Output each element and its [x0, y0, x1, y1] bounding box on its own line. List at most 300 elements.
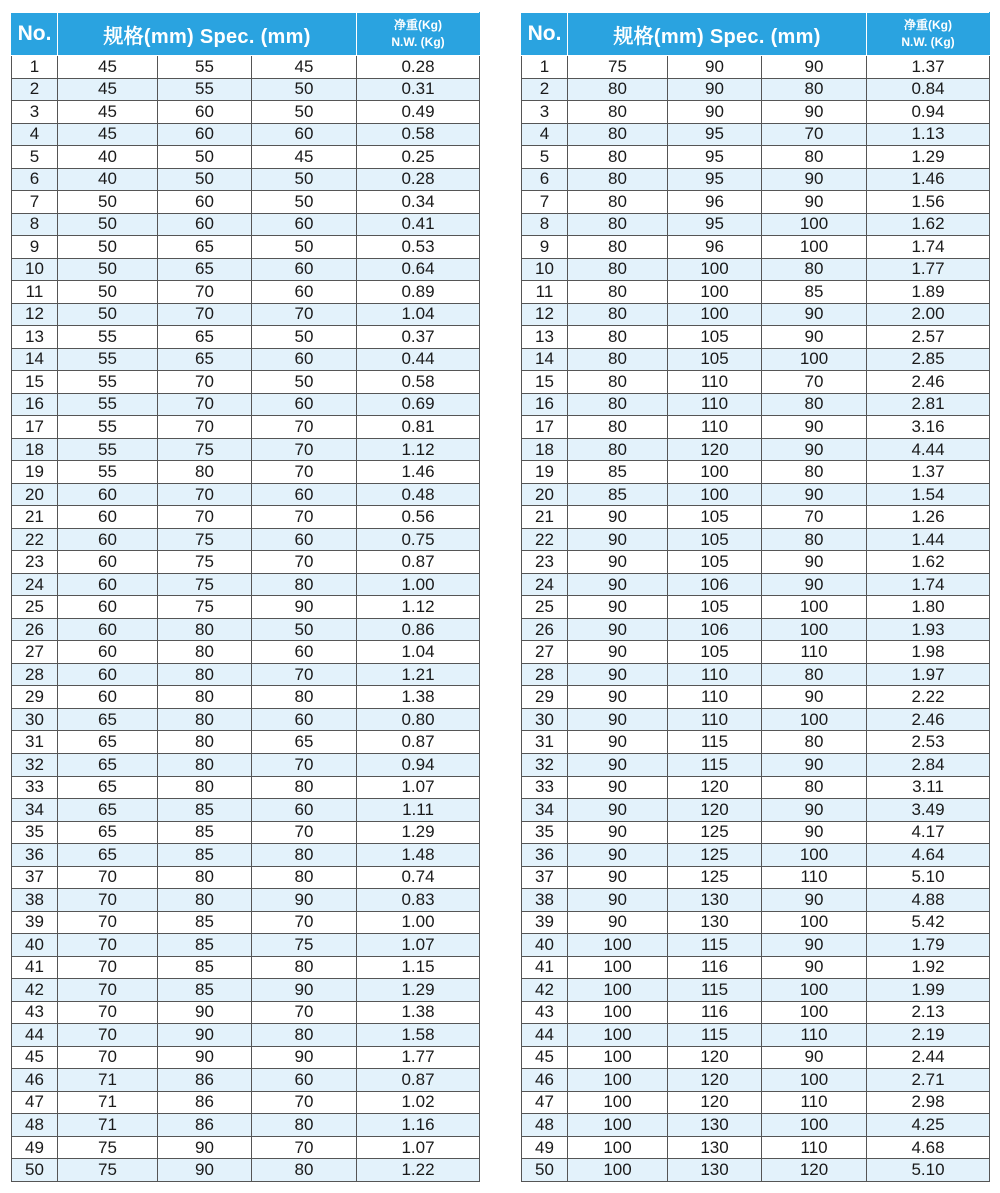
cell-no: 8 — [12, 213, 58, 236]
table-row — [522, 641, 990, 664]
cell-spec-1: 75 — [58, 1136, 158, 1159]
cell-spec-1: 70 — [58, 1046, 158, 1069]
cell-net-weight: 0.28 — [357, 168, 480, 191]
table-row — [522, 663, 990, 686]
cell-spec-3: 90 — [762, 1046, 867, 1069]
cell-no: 21 — [12, 506, 58, 529]
table-row — [12, 596, 480, 619]
cell-spec-1: 100 — [568, 1114, 668, 1137]
cell-no: 36 — [522, 844, 568, 867]
cell-no: 35 — [12, 821, 58, 844]
cell-no: 32 — [522, 753, 568, 776]
cell-net-weight: 2.00 — [867, 303, 990, 326]
cell-no: 26 — [12, 618, 58, 641]
cell-no: 26 — [522, 618, 568, 641]
cell-spec-3: 50 — [252, 371, 357, 394]
cell-spec-3: 80 — [252, 686, 357, 709]
cell-spec-3: 90 — [762, 821, 867, 844]
cell-spec-1: 100 — [568, 956, 668, 979]
table-row — [12, 528, 480, 551]
header-net-weight-cn: 净重(Kg) — [394, 18, 442, 32]
cell-spec-1: 65 — [58, 776, 158, 799]
cell-net-weight: 1.38 — [357, 1001, 480, 1024]
table-row — [522, 483, 990, 506]
cell-spec-3: 60 — [252, 641, 357, 664]
cell-spec-2: 110 — [668, 393, 762, 416]
cell-spec-3: 60 — [252, 213, 357, 236]
cell-spec-3: 90 — [762, 753, 867, 776]
cell-spec-2: 75 — [158, 438, 252, 461]
cell-spec-2: 120 — [668, 1069, 762, 1092]
cell-net-weight: 0.53 — [357, 236, 480, 259]
cell-spec-3: 80 — [252, 956, 357, 979]
cell-net-weight: 2.46 — [867, 708, 990, 731]
cell-spec-3: 80 — [252, 844, 357, 867]
cell-spec-2: 70 — [158, 483, 252, 506]
cell-no: 47 — [522, 1091, 568, 1114]
cell-spec-1: 90 — [568, 844, 668, 867]
cell-spec-2: 120 — [668, 776, 762, 799]
table-row — [12, 236, 480, 259]
cell-spec-2: 120 — [668, 1046, 762, 1069]
cell-spec-1: 50 — [58, 258, 158, 281]
cell-spec-2: 110 — [668, 663, 762, 686]
cell-no: 17 — [522, 416, 568, 439]
cell-spec-1: 90 — [568, 506, 668, 529]
cell-spec-1: 71 — [58, 1091, 158, 1114]
cell-spec-2: 70 — [158, 506, 252, 529]
cell-spec-3: 60 — [252, 708, 357, 731]
cell-no: 14 — [12, 348, 58, 371]
cell-spec-1: 60 — [58, 573, 158, 596]
table-row — [522, 1091, 990, 1114]
cell-spec-2: 120 — [668, 438, 762, 461]
cell-spec-3: 50 — [252, 618, 357, 641]
cell-no: 1 — [12, 56, 58, 79]
cell-spec-2: 105 — [668, 506, 762, 529]
cell-no: 49 — [12, 1136, 58, 1159]
cell-spec-1: 80 — [568, 101, 668, 124]
cell-no: 2 — [522, 78, 568, 101]
cell-spec-1: 100 — [568, 979, 668, 1002]
cell-spec-2: 70 — [158, 393, 252, 416]
cell-spec-1: 75 — [568, 56, 668, 79]
cell-net-weight: 1.37 — [867, 461, 990, 484]
cell-spec-1: 55 — [58, 348, 158, 371]
table-row — [522, 821, 990, 844]
table-row — [522, 281, 990, 304]
cell-spec-2: 105 — [668, 596, 762, 619]
cell-spec-1: 80 — [568, 258, 668, 281]
cell-net-weight: 1.77 — [357, 1046, 480, 1069]
cell-no: 27 — [12, 641, 58, 664]
cell-net-weight: 1.16 — [357, 1114, 480, 1137]
cell-spec-3: 70 — [252, 911, 357, 934]
cell-spec-2: 60 — [158, 191, 252, 214]
cell-spec-3: 70 — [252, 663, 357, 686]
cell-spec-2: 116 — [668, 1001, 762, 1024]
spec-table-left — [11, 12, 480, 1182]
cell-spec-1: 100 — [568, 1069, 668, 1092]
table-row — [522, 393, 990, 416]
header-spec: 规格(mm) Spec. (mm) — [58, 13, 357, 56]
cell-spec-3: 90 — [762, 551, 867, 574]
cell-net-weight: 1.07 — [357, 776, 480, 799]
cell-spec-2: 106 — [668, 618, 762, 641]
table-row — [522, 1001, 990, 1024]
cell-spec-1: 100 — [568, 1136, 668, 1159]
cell-no: 9 — [12, 236, 58, 259]
cell-net-weight: 1.07 — [357, 1136, 480, 1159]
table-row — [522, 1114, 990, 1137]
cell-net-weight: 2.53 — [867, 731, 990, 754]
header-spec: 规格(mm) Spec. (mm) — [568, 13, 867, 56]
cell-spec-2: 86 — [158, 1069, 252, 1092]
cell-spec-1: 75 — [58, 1159, 158, 1182]
cell-spec-1: 90 — [568, 821, 668, 844]
cell-spec-2: 80 — [158, 731, 252, 754]
cell-spec-2: 86 — [158, 1091, 252, 1114]
cell-spec-2: 60 — [158, 101, 252, 124]
cell-spec-3: 70 — [252, 506, 357, 529]
cell-spec-1: 65 — [58, 753, 158, 776]
table-row — [522, 371, 990, 394]
table-row — [522, 889, 990, 912]
cell-spec-1: 70 — [58, 979, 158, 1002]
table-row — [522, 618, 990, 641]
cell-net-weight: 1.15 — [357, 956, 480, 979]
cell-net-weight: 4.25 — [867, 1114, 990, 1137]
table-row — [522, 551, 990, 574]
cell-spec-3: 80 — [252, 1024, 357, 1047]
cell-spec-3: 100 — [762, 844, 867, 867]
cell-spec-3: 70 — [252, 821, 357, 844]
cell-spec-2: 100 — [668, 461, 762, 484]
cell-spec-1: 90 — [568, 573, 668, 596]
cell-spec-1: 80 — [568, 326, 668, 349]
cell-net-weight: 1.99 — [867, 979, 990, 1002]
cell-spec-1: 55 — [58, 371, 158, 394]
table-row — [12, 934, 480, 957]
cell-net-weight: 2.98 — [867, 1091, 990, 1114]
table-row — [522, 236, 990, 259]
cell-spec-3: 90 — [762, 686, 867, 709]
cell-spec-3: 70 — [252, 1001, 357, 1024]
cell-no: 23 — [522, 551, 568, 574]
cell-spec-3: 90 — [762, 303, 867, 326]
cell-net-weight: 1.54 — [867, 483, 990, 506]
cell-no: 16 — [12, 393, 58, 416]
cell-spec-2: 85 — [158, 821, 252, 844]
table-row — [12, 393, 480, 416]
cell-net-weight: 1.48 — [357, 844, 480, 867]
table-row — [12, 348, 480, 371]
table-row — [12, 686, 480, 709]
cell-spec-1: 85 — [568, 461, 668, 484]
cell-no: 44 — [12, 1024, 58, 1047]
cell-spec-3: 70 — [762, 371, 867, 394]
table-row — [522, 731, 990, 754]
cell-spec-3: 100 — [762, 1069, 867, 1092]
cell-spec-3: 100 — [762, 236, 867, 259]
cell-spec-3: 80 — [252, 776, 357, 799]
cell-spec-3: 90 — [252, 889, 357, 912]
cell-spec-3: 80 — [762, 663, 867, 686]
cell-spec-2: 120 — [668, 799, 762, 822]
cell-spec-3: 100 — [762, 1001, 867, 1024]
cell-no: 13 — [522, 326, 568, 349]
cell-spec-1: 100 — [568, 1024, 668, 1047]
cell-spec-3: 80 — [252, 573, 357, 596]
cell-net-weight: 5.10 — [867, 1159, 990, 1182]
cell-spec-2: 100 — [668, 483, 762, 506]
cell-spec-1: 45 — [58, 78, 158, 101]
cell-spec-1: 90 — [568, 866, 668, 889]
cell-spec-1: 45 — [58, 101, 158, 124]
cell-net-weight: 1.12 — [357, 596, 480, 619]
cell-net-weight: 0.58 — [357, 123, 480, 146]
cell-spec-1: 40 — [58, 168, 158, 191]
cell-spec-3: 90 — [762, 438, 867, 461]
cell-no: 38 — [522, 889, 568, 912]
cell-spec-3: 80 — [252, 1114, 357, 1137]
cell-spec-3: 100 — [762, 979, 867, 1002]
cell-spec-3: 60 — [252, 348, 357, 371]
table-row — [522, 573, 990, 596]
cell-spec-1: 100 — [568, 1159, 668, 1182]
table-row — [522, 506, 990, 529]
cell-no: 6 — [522, 168, 568, 191]
cell-spec-2: 85 — [158, 934, 252, 957]
cell-spec-3: 90 — [762, 799, 867, 822]
cell-no: 10 — [12, 258, 58, 281]
table-row — [522, 1136, 990, 1159]
cell-no: 1 — [522, 56, 568, 79]
cell-net-weight: 2.81 — [867, 393, 990, 416]
table-row — [522, 303, 990, 326]
cell-net-weight: 0.41 — [357, 213, 480, 236]
cell-net-weight: 0.74 — [357, 866, 480, 889]
cell-net-weight: 3.49 — [867, 799, 990, 822]
cell-spec-2: 65 — [158, 236, 252, 259]
cell-spec-1: 80 — [568, 348, 668, 371]
cell-spec-2: 50 — [158, 168, 252, 191]
cell-net-weight: 0.58 — [357, 371, 480, 394]
cell-spec-2: 90 — [158, 1024, 252, 1047]
cell-spec-2: 110 — [668, 416, 762, 439]
cell-no: 25 — [522, 596, 568, 619]
cell-spec-1: 90 — [568, 708, 668, 731]
cell-net-weight: 0.28 — [357, 56, 480, 79]
cell-spec-1: 90 — [568, 731, 668, 754]
cell-spec-1: 65 — [58, 821, 158, 844]
table-row — [12, 146, 480, 169]
cell-spec-1: 80 — [568, 281, 668, 304]
cell-net-weight: 1.46 — [357, 461, 480, 484]
cell-spec-3: 90 — [252, 596, 357, 619]
cell-spec-2: 80 — [158, 618, 252, 641]
cell-no: 12 — [12, 303, 58, 326]
cell-spec-2: 96 — [668, 236, 762, 259]
table-row — [12, 776, 480, 799]
cell-no: 18 — [12, 438, 58, 461]
cell-spec-2: 130 — [668, 911, 762, 934]
cell-spec-3: 100 — [762, 708, 867, 731]
cell-spec-2: 125 — [668, 866, 762, 889]
cell-spec-1: 50 — [58, 213, 158, 236]
cell-no: 46 — [12, 1069, 58, 1092]
cell-spec-2: 75 — [158, 551, 252, 574]
cell-net-weight: 1.29 — [357, 821, 480, 844]
cell-net-weight: 0.37 — [357, 326, 480, 349]
cell-spec-1: 70 — [58, 1024, 158, 1047]
cell-net-weight: 5.42 — [867, 911, 990, 934]
cell-net-weight: 4.44 — [867, 438, 990, 461]
table-row — [522, 213, 990, 236]
table-row — [522, 956, 990, 979]
cell-spec-1: 90 — [568, 641, 668, 664]
cell-spec-2: 105 — [668, 641, 762, 664]
table-row — [522, 168, 990, 191]
cell-net-weight: 1.46 — [867, 168, 990, 191]
cell-spec-2: 90 — [158, 1046, 252, 1069]
cell-spec-2: 80 — [158, 889, 252, 912]
cell-spec-2: 110 — [668, 686, 762, 709]
cell-no: 33 — [522, 776, 568, 799]
cell-net-weight: 2.85 — [867, 348, 990, 371]
header-net-weight-en: N.W. (Kg) — [901, 35, 955, 49]
table-row — [12, 1069, 480, 1092]
cell-net-weight: 1.04 — [357, 641, 480, 664]
table-row — [12, 821, 480, 844]
table-row — [522, 78, 990, 101]
cell-spec-1: 55 — [58, 461, 158, 484]
cell-spec-3: 80 — [762, 146, 867, 169]
cell-spec-3: 100 — [762, 596, 867, 619]
cell-net-weight: 1.26 — [867, 506, 990, 529]
cell-no: 5 — [522, 146, 568, 169]
cell-spec-3: 50 — [252, 168, 357, 191]
cell-spec-2: 106 — [668, 573, 762, 596]
table-row — [522, 1024, 990, 1047]
cell-spec-3: 50 — [252, 101, 357, 124]
cell-spec-3: 70 — [762, 123, 867, 146]
cell-no: 22 — [522, 528, 568, 551]
cell-net-weight: 0.84 — [867, 78, 990, 101]
cell-no: 35 — [522, 821, 568, 844]
cell-no: 4 — [522, 123, 568, 146]
cell-no: 33 — [12, 776, 58, 799]
header-net-weight-en: N.W. (Kg) — [391, 35, 445, 49]
cell-spec-2: 110 — [668, 371, 762, 394]
cell-no: 15 — [12, 371, 58, 394]
cell-spec-3: 90 — [252, 1046, 357, 1069]
cell-spec-2: 55 — [158, 78, 252, 101]
cell-spec-1: 65 — [58, 799, 158, 822]
cell-no: 20 — [12, 483, 58, 506]
cell-spec-1: 50 — [58, 191, 158, 214]
cell-spec-2: 130 — [668, 1114, 762, 1137]
cell-net-weight: 1.97 — [867, 663, 990, 686]
cell-spec-1: 90 — [568, 551, 668, 574]
cell-spec-3: 60 — [252, 799, 357, 822]
cell-spec-1: 60 — [58, 506, 158, 529]
cell-spec-2: 80 — [158, 686, 252, 709]
cell-no: 8 — [522, 213, 568, 236]
cell-spec-2: 90 — [668, 56, 762, 79]
table-row — [12, 101, 480, 124]
cell-net-weight: 1.37 — [867, 56, 990, 79]
header-no: No. — [12, 13, 58, 56]
table-row — [12, 213, 480, 236]
cell-net-weight: 4.88 — [867, 889, 990, 912]
cell-spec-1: 50 — [58, 303, 158, 326]
table-row — [12, 281, 480, 304]
cell-no: 37 — [12, 866, 58, 889]
cell-spec-2: 85 — [158, 799, 252, 822]
cell-spec-3: 90 — [762, 56, 867, 79]
cell-no: 19 — [12, 461, 58, 484]
cell-no: 46 — [522, 1069, 568, 1092]
cell-net-weight: 1.29 — [357, 979, 480, 1002]
cell-spec-3: 70 — [252, 438, 357, 461]
cell-spec-3: 90 — [762, 101, 867, 124]
cell-spec-3: 90 — [762, 191, 867, 214]
cell-net-weight: 2.19 — [867, 1024, 990, 1047]
cell-spec-1: 50 — [58, 236, 158, 259]
cell-spec-3: 50 — [252, 78, 357, 101]
cell-spec-3: 70 — [252, 303, 357, 326]
header-net-weight — [867, 13, 990, 56]
cell-net-weight: 0.87 — [357, 551, 480, 574]
cell-spec-1: 71 — [58, 1114, 158, 1137]
cell-spec-2: 95 — [668, 123, 762, 146]
cell-spec-2: 90 — [668, 78, 762, 101]
table-row — [12, 506, 480, 529]
cell-spec-3: 45 — [252, 146, 357, 169]
cell-spec-1: 50 — [58, 281, 158, 304]
cell-spec-2: 100 — [668, 258, 762, 281]
cell-spec-3: 110 — [762, 866, 867, 889]
cell-spec-1: 65 — [58, 708, 158, 731]
cell-spec-3: 100 — [762, 348, 867, 371]
cell-no: 3 — [522, 101, 568, 124]
table-row — [522, 776, 990, 799]
cell-net-weight: 1.58 — [357, 1024, 480, 1047]
table-row — [12, 1001, 480, 1024]
cell-net-weight: 2.71 — [867, 1069, 990, 1092]
cell-spec-2: 90 — [668, 101, 762, 124]
cell-spec-2: 80 — [158, 866, 252, 889]
cell-no: 39 — [522, 911, 568, 934]
cell-no: 12 — [522, 303, 568, 326]
header-no: No. — [522, 13, 568, 56]
cell-spec-1: 80 — [568, 146, 668, 169]
cell-net-weight: 0.56 — [357, 506, 480, 529]
cell-net-weight: 0.86 — [357, 618, 480, 641]
cell-spec-2: 130 — [668, 1136, 762, 1159]
cell-spec-2: 80 — [158, 776, 252, 799]
cell-spec-3: 60 — [252, 483, 357, 506]
cell-net-weight: 0.80 — [357, 708, 480, 731]
cell-spec-3: 90 — [762, 416, 867, 439]
cell-net-weight: 0.31 — [357, 78, 480, 101]
cell-no: 28 — [12, 663, 58, 686]
cell-spec-3: 60 — [252, 281, 357, 304]
cell-spec-1: 55 — [58, 326, 158, 349]
cell-spec-2: 80 — [158, 663, 252, 686]
table-row — [522, 844, 990, 867]
